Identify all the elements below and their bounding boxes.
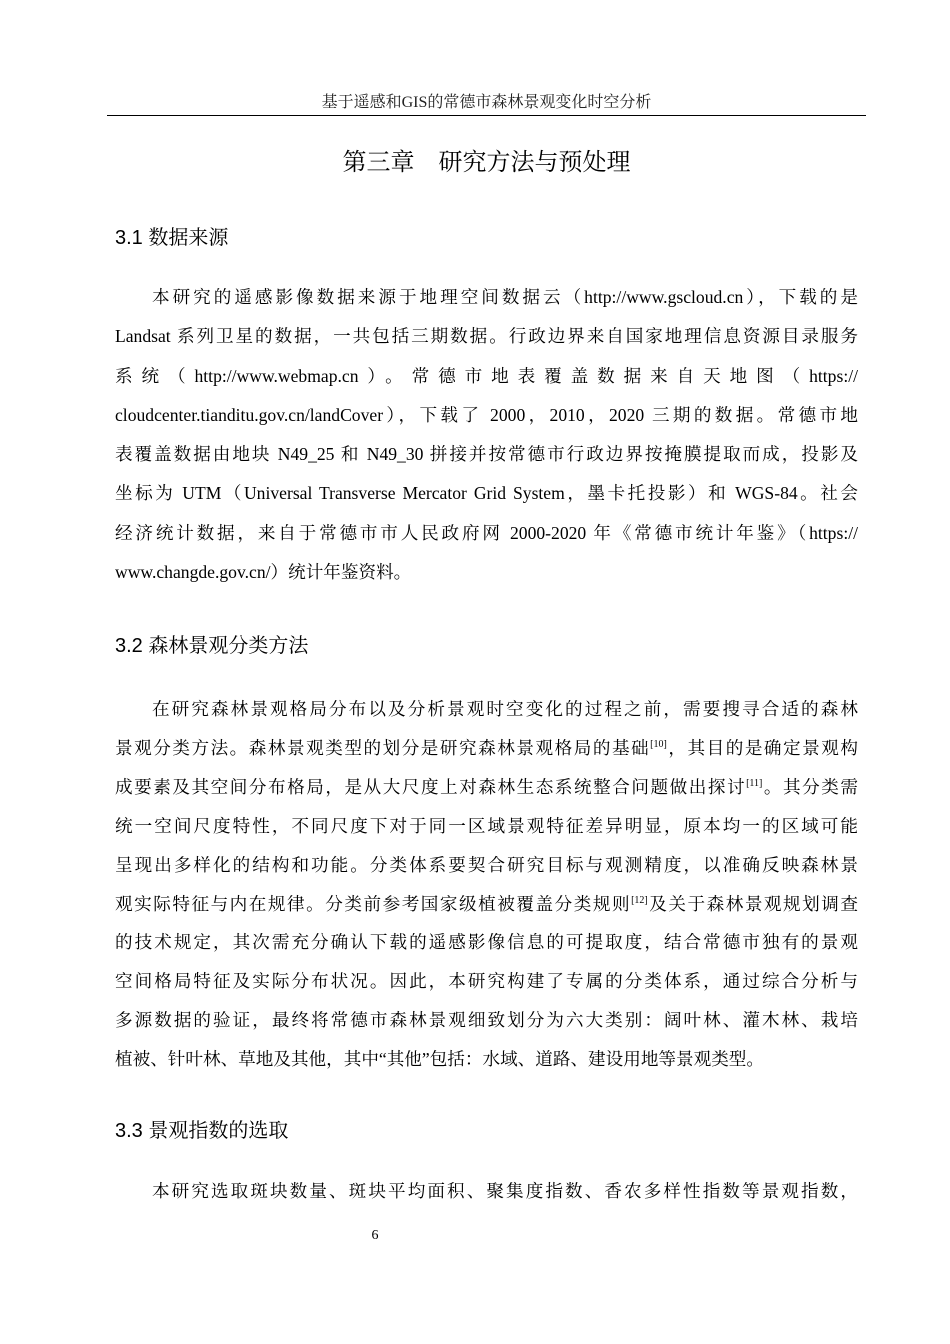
paragraph-landscape-indices (115, 1172, 858, 1211)
text-span: 空间格局特征及实际分布状况。因此，本研究构建了专属的分类体系，通过综合分析与 (115, 971, 858, 992)
text-span: 系统（http://www.webmap.cn）。常德市地表覆盖数据来自天地图（https:// (115, 365, 858, 386)
text-line (115, 435, 858, 474)
text-line (115, 807, 858, 846)
text-span: Landsat 系列卫星的数据，一共包括三期数据。行政边界来自国家地理信息资源目录服务 (115, 326, 858, 347)
running-header: 基于遥感和GIS的常德市森林景观变化时空分析 (321, 94, 652, 111)
text-span: 。其分类需 (762, 776, 858, 797)
text-span: 植被、针叶林、草地及其他，其中“其他”包括：水域、道路、建设用地等景观类型。 (115, 1049, 764, 1070)
text-span: 本研究的遥感影像数据来源于地理空间数据云（http://www.gscloud.cn），下载的是 (152, 287, 858, 307)
text-span: 多源数据的验证，最终将常德市森林景观细致划分为六大类别：阔叶林、灌木林、栽培 (115, 1010, 858, 1031)
text-span: 观实际特征与内在规律。分类前参考国家级植被覆盖分类规则 (115, 893, 632, 914)
paragraph-classification-method (115, 690, 858, 1079)
text-span: 景观分类方法。森林景观类型的划分是研究森林景观格局的基础 (115, 737, 651, 758)
text-line (115, 768, 858, 807)
text-line (115, 317, 858, 356)
text-line (115, 474, 858, 513)
citation-superscript: [12] (631, 894, 648, 906)
citation-superscript: [10] (650, 738, 667, 750)
text-span: cloudcenter.tianditu.gov.cn/landCover），下载了 2000，2010，2020 三期的数据。常德市地 (115, 404, 858, 425)
text-line (115, 553, 858, 592)
text-span: 的技术规定，其次需充分确认下载的遥感影像信息的可提取度，结合常德市独有的景观 (115, 932, 858, 953)
text-line (115, 1172, 858, 1211)
text-line (115, 278, 858, 317)
text-span: 及关于森林景观规划调查 (647, 893, 858, 914)
text-span: 经济统计数据，来自于常德市市人民政府网 2000-2020 年《常德市统计年鉴》（https:// (115, 522, 858, 543)
text-span: 表覆盖数据由地块 N49_25 和 N49_30 拼接并按常德市行政边界按掩膜提取而成，投影及 (115, 444, 858, 465)
text-line (115, 962, 858, 1001)
text-span: ，其目的是确定景观构 (666, 737, 858, 758)
section-heading-3-2: 3.2 森林景观分类方法 (115, 635, 309, 657)
section-heading-3-3: 3.3 景观指数的选取 (115, 1120, 289, 1142)
page-number: 6 (371, 1228, 379, 1243)
text-span: 本研究选取斑块数量、斑块平均面积、聚集度指数、香农多样性指数等景观指数， (152, 1181, 858, 1201)
text-span: www.changde.gov.cn/）统计年鉴资料。 (115, 562, 412, 583)
text-line (115, 923, 858, 962)
section-heading-3-1: 3.1 数据来源 (115, 227, 229, 249)
citation-superscript: [11] (746, 777, 763, 789)
text-line (115, 846, 858, 885)
text-line (115, 357, 858, 396)
text-line (115, 514, 858, 553)
header-rule (107, 115, 866, 116)
text-span: 在研究森林景观格局分布以及分析景观时空变化的过程之前，需要搜寻合适的森林 (152, 699, 858, 719)
text-line (115, 1040, 858, 1079)
text-span: 坐标为 UTM（Universal Transverse Mercator Grid System，墨卡托投影）和 WGS-84。社会 (115, 483, 858, 504)
text-line (115, 690, 858, 729)
text-line (115, 1001, 858, 1040)
text-span: 成要素及其空间分布格局，是从大尺度上对森林生态系统整合问题做出探讨 (115, 776, 747, 797)
paragraph-data-sources (115, 278, 858, 592)
chapter-title: 第三章 研究方法与预处理 (342, 149, 631, 176)
text-span: 呈现出多样化的结构和功能。分类体系要契合研究目标与观测精度，以准确反映森林景 (115, 854, 858, 875)
text-line (115, 885, 858, 924)
text-span: 统一空间尺度特性，不同尺度下对于同一区域景观特征差异明显，原本均一的区域可能 (115, 815, 858, 836)
text-line (115, 729, 858, 768)
text-line (115, 396, 858, 435)
